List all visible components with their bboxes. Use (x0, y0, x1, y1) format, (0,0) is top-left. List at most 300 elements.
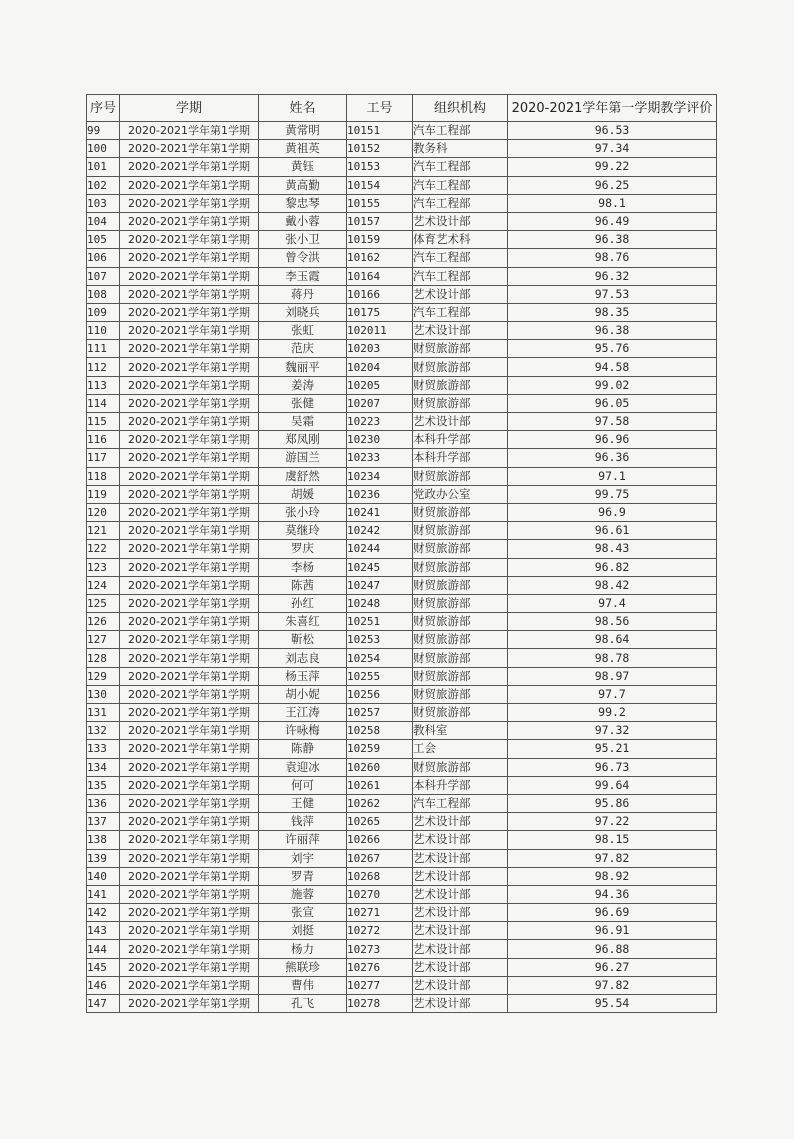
cell-organization: 本科升学部 (413, 431, 508, 449)
table-row (87, 722, 717, 740)
table-row (87, 704, 717, 722)
cell-organization: 汽车工程部 (413, 267, 508, 285)
cell-staff-id: 10153 (347, 158, 413, 176)
cell-staff-id: 10175 (347, 303, 413, 321)
cell-organization: 艺术设计部 (413, 867, 508, 885)
cell-evaluation: 97.58 (508, 413, 717, 431)
cell-staff-id: 10154 (347, 176, 413, 194)
cell-organization: 财贸旅游部 (413, 631, 508, 649)
table-row (87, 503, 717, 521)
cell-organization: 汽车工程部 (413, 158, 508, 176)
cell-term: 2020-2021学年第1学期 (120, 958, 259, 976)
cell-name: 熊联珍 (259, 958, 347, 976)
cell-evaluation: 96.82 (508, 558, 717, 576)
table-row (87, 431, 717, 449)
cell-name: 黄常明 (259, 122, 347, 140)
cell-name: 曹伟 (259, 976, 347, 994)
cell-staff-id: 10273 (347, 940, 413, 958)
cell-term: 2020-2021学年第1学期 (120, 758, 259, 776)
cell-term: 2020-2021学年第1学期 (120, 685, 259, 703)
cell-staff-id: 10234 (347, 467, 413, 485)
cell-name: 刘挺 (259, 922, 347, 940)
cell-staff-id: 10267 (347, 849, 413, 867)
cell-evaluation: 96.9 (508, 503, 717, 521)
table-row (87, 576, 717, 594)
cell-term: 2020-2021学年第1学期 (120, 831, 259, 849)
table-row (87, 358, 717, 376)
cell-seq: 117 (87, 449, 120, 467)
cell-term: 2020-2021学年第1学期 (120, 503, 259, 521)
cell-name: 罗青 (259, 867, 347, 885)
cell-organization: 汽车工程部 (413, 122, 508, 140)
cell-staff-id: 10251 (347, 613, 413, 631)
cell-name: 黄祖英 (259, 140, 347, 158)
table-row (87, 267, 717, 285)
header-name: 姓名 (259, 95, 347, 122)
cell-evaluation: 97.32 (508, 722, 717, 740)
cell-evaluation: 96.05 (508, 394, 717, 412)
cell-evaluation: 99.75 (508, 485, 717, 503)
cell-evaluation: 95.21 (508, 740, 717, 758)
table-row (87, 940, 717, 958)
cell-name: 范庆 (259, 340, 347, 358)
cell-evaluation: 97.82 (508, 849, 717, 867)
cell-name: 李玉霞 (259, 267, 347, 285)
cell-organization: 艺术设计部 (413, 212, 508, 230)
cell-organization: 汽车工程部 (413, 194, 508, 212)
cell-organization: 汽车工程部 (413, 176, 508, 194)
cell-name: 陈茜 (259, 576, 347, 594)
cell-seq: 108 (87, 285, 120, 303)
cell-evaluation: 96.53 (508, 122, 717, 140)
cell-seq: 107 (87, 267, 120, 285)
cell-term: 2020-2021学年第1学期 (120, 867, 259, 885)
cell-organization: 财贸旅游部 (413, 704, 508, 722)
cell-staff-id: 10164 (347, 267, 413, 285)
cell-name: 王江涛 (259, 704, 347, 722)
table-row (87, 867, 717, 885)
cell-name: 胡媛 (259, 485, 347, 503)
cell-term: 2020-2021学年第1学期 (120, 431, 259, 449)
cell-name: 杨力 (259, 940, 347, 958)
cell-staff-id: 10260 (347, 758, 413, 776)
cell-name: 张小玲 (259, 503, 347, 521)
cell-name: 许丽萍 (259, 831, 347, 849)
cell-staff-id: 10258 (347, 722, 413, 740)
cell-staff-id: 10244 (347, 540, 413, 558)
cell-evaluation: 98.78 (508, 649, 717, 667)
cell-name: 魏丽平 (259, 358, 347, 376)
table-row (87, 613, 717, 631)
cell-term: 2020-2021学年第1学期 (120, 140, 259, 158)
cell-staff-id: 10271 (347, 904, 413, 922)
cell-term: 2020-2021学年第1学期 (120, 467, 259, 485)
cell-name: 刘晓兵 (259, 303, 347, 321)
cell-term: 2020-2021学年第1学期 (120, 212, 259, 230)
cell-term: 2020-2021学年第1学期 (120, 649, 259, 667)
cell-evaluation: 98.42 (508, 576, 717, 594)
cell-staff-id: 10152 (347, 140, 413, 158)
cell-name: 施蓉 (259, 885, 347, 903)
cell-seq: 99 (87, 122, 120, 140)
cell-organization: 艺术设计部 (413, 413, 508, 431)
cell-staff-id: 10266 (347, 831, 413, 849)
cell-name: 袁迎冰 (259, 758, 347, 776)
cell-evaluation: 97.7 (508, 685, 717, 703)
table-row (87, 249, 717, 267)
cell-staff-id: 10261 (347, 776, 413, 794)
table-row (87, 976, 717, 994)
cell-staff-id: 10272 (347, 922, 413, 940)
cell-evaluation: 96.38 (508, 322, 717, 340)
cell-name: 何可 (259, 776, 347, 794)
cell-organization: 本科升学部 (413, 776, 508, 794)
cell-organization: 党政办公室 (413, 485, 508, 503)
cell-name: 朱喜红 (259, 613, 347, 631)
cell-organization: 财贸旅游部 (413, 376, 508, 394)
cell-evaluation: 95.86 (508, 794, 717, 812)
cell-evaluation: 96.61 (508, 522, 717, 540)
cell-term: 2020-2021学年第1学期 (120, 376, 259, 394)
cell-organization: 财贸旅游部 (413, 558, 508, 576)
cell-term: 2020-2021学年第1学期 (120, 740, 259, 758)
cell-evaluation: 98.64 (508, 631, 717, 649)
cell-seq: 124 (87, 576, 120, 594)
table-row (87, 831, 717, 849)
cell-seq: 136 (87, 794, 120, 812)
table-row (87, 122, 717, 140)
cell-name: 张健 (259, 394, 347, 412)
cell-evaluation: 95.54 (508, 995, 717, 1013)
cell-staff-id: 10256 (347, 685, 413, 703)
cell-seq: 127 (87, 631, 120, 649)
cell-seq: 140 (87, 867, 120, 885)
cell-seq: 126 (87, 613, 120, 631)
cell-term: 2020-2021学年第1学期 (120, 303, 259, 321)
header-evaluation: 2020-2021学年第一学期教学评价 (508, 95, 717, 122)
table-row (87, 340, 717, 358)
cell-name: 孙红 (259, 594, 347, 612)
cell-name: 莫继玲 (259, 522, 347, 540)
cell-evaluation: 96.73 (508, 758, 717, 776)
cell-name: 黄高勤 (259, 176, 347, 194)
cell-evaluation: 99.64 (508, 776, 717, 794)
cell-evaluation: 99.02 (508, 376, 717, 394)
cell-staff-id: 10253 (347, 631, 413, 649)
cell-staff-id: 10151 (347, 122, 413, 140)
table-row (87, 467, 717, 485)
cell-organization: 汽车工程部 (413, 794, 508, 812)
table-row (87, 922, 717, 940)
cell-evaluation: 96.25 (508, 176, 717, 194)
cell-staff-id: 10270 (347, 885, 413, 903)
cell-term: 2020-2021学年第1学期 (120, 594, 259, 612)
cell-seq: 106 (87, 249, 120, 267)
header-staff-id: 工号 (347, 95, 413, 122)
cell-name: 张虹 (259, 322, 347, 340)
cell-seq: 128 (87, 649, 120, 667)
cell-seq: 130 (87, 685, 120, 703)
cell-staff-id: 10259 (347, 740, 413, 758)
cell-organization: 艺术设计部 (413, 940, 508, 958)
cell-staff-id: 10242 (347, 522, 413, 540)
cell-staff-id: 10278 (347, 995, 413, 1013)
cell-seq: 115 (87, 413, 120, 431)
table-row (87, 449, 717, 467)
cell-evaluation: 98.1 (508, 194, 717, 212)
cell-organization: 工会 (413, 740, 508, 758)
cell-seq: 142 (87, 904, 120, 922)
cell-term: 2020-2021学年第1学期 (120, 885, 259, 903)
cell-seq: 102 (87, 176, 120, 194)
cell-seq: 101 (87, 158, 120, 176)
cell-seq: 147 (87, 995, 120, 1013)
cell-staff-id: 10247 (347, 576, 413, 594)
cell-seq: 120 (87, 503, 120, 521)
cell-seq: 144 (87, 940, 120, 958)
table-row (87, 958, 717, 976)
cell-evaluation: 97.82 (508, 976, 717, 994)
cell-seq: 133 (87, 740, 120, 758)
cell-staff-id: 10159 (347, 231, 413, 249)
cell-organization: 财贸旅游部 (413, 758, 508, 776)
cell-term: 2020-2021学年第1学期 (120, 122, 259, 140)
cell-evaluation: 97.4 (508, 594, 717, 612)
cell-staff-id: 10255 (347, 667, 413, 685)
cell-term: 2020-2021学年第1学期 (120, 522, 259, 540)
cell-organization: 财贸旅游部 (413, 467, 508, 485)
cell-staff-id: 10265 (347, 813, 413, 831)
cell-evaluation: 99.22 (508, 158, 717, 176)
cell-seq: 103 (87, 194, 120, 212)
cell-evaluation: 98.97 (508, 667, 717, 685)
cell-organization: 财贸旅游部 (413, 613, 508, 631)
cell-seq: 146 (87, 976, 120, 994)
cell-seq: 109 (87, 303, 120, 321)
cell-evaluation: 96.96 (508, 431, 717, 449)
cell-organization: 财贸旅游部 (413, 394, 508, 412)
cell-term: 2020-2021学年第1学期 (120, 267, 259, 285)
table-row (87, 885, 717, 903)
cell-organization: 财贸旅游部 (413, 649, 508, 667)
cell-name: 张宣 (259, 904, 347, 922)
cell-staff-id: 10248 (347, 594, 413, 612)
cell-name: 黎忠琴 (259, 194, 347, 212)
cell-seq: 125 (87, 594, 120, 612)
cell-staff-id: 10277 (347, 976, 413, 994)
cell-term: 2020-2021学年第1学期 (120, 358, 259, 376)
cell-term: 2020-2021学年第1学期 (120, 394, 259, 412)
cell-evaluation: 99.2 (508, 704, 717, 722)
table-row (87, 176, 717, 194)
cell-term: 2020-2021学年第1学期 (120, 794, 259, 812)
cell-name: 郑凤刚 (259, 431, 347, 449)
cell-evaluation: 98.56 (508, 613, 717, 631)
cell-term: 2020-2021学年第1学期 (120, 613, 259, 631)
cell-organization: 财贸旅游部 (413, 522, 508, 540)
cell-staff-id: 10207 (347, 394, 413, 412)
cell-organization: 教务科 (413, 140, 508, 158)
cell-term: 2020-2021学年第1学期 (120, 813, 259, 831)
cell-organization: 艺术设计部 (413, 885, 508, 903)
cell-staff-id: 10276 (347, 958, 413, 976)
cell-seq: 139 (87, 849, 120, 867)
table-header (87, 95, 717, 122)
cell-name: 曾令洪 (259, 249, 347, 267)
evaluation-table (86, 94, 717, 1013)
table-row (87, 813, 717, 831)
cell-evaluation: 96.27 (508, 958, 717, 976)
cell-name: 姜涛 (259, 376, 347, 394)
cell-term: 2020-2021学年第1学期 (120, 722, 259, 740)
cell-term: 2020-2021学年第1学期 (120, 904, 259, 922)
cell-organization: 艺术设计部 (413, 831, 508, 849)
cell-name: 戴小蓉 (259, 212, 347, 230)
table-row (87, 322, 717, 340)
cell-name: 钱萍 (259, 813, 347, 831)
cell-organization: 财贸旅游部 (413, 340, 508, 358)
cell-term: 2020-2021学年第1学期 (120, 995, 259, 1013)
cell-term: 2020-2021学年第1学期 (120, 322, 259, 340)
cell-term: 2020-2021学年第1学期 (120, 176, 259, 194)
cell-seq: 121 (87, 522, 120, 540)
table-row (87, 303, 717, 321)
cell-name: 蒋丹 (259, 285, 347, 303)
cell-organization: 财贸旅游部 (413, 503, 508, 521)
cell-evaluation: 96.91 (508, 922, 717, 940)
cell-staff-id: 10155 (347, 194, 413, 212)
table-row (87, 194, 717, 212)
table-row (87, 540, 717, 558)
table-row (87, 758, 717, 776)
cell-term: 2020-2021学年第1学期 (120, 194, 259, 212)
cell-name: 吴霜 (259, 413, 347, 431)
table-row (87, 394, 717, 412)
cell-name: 罗庆 (259, 540, 347, 558)
table-row (87, 212, 717, 230)
cell-organization: 艺术设计部 (413, 904, 508, 922)
cell-seq: 123 (87, 558, 120, 576)
cell-term: 2020-2021学年第1学期 (120, 231, 259, 249)
cell-seq: 119 (87, 485, 120, 503)
cell-term: 2020-2021学年第1学期 (120, 449, 259, 467)
cell-organization: 本科升学部 (413, 449, 508, 467)
table-row (87, 740, 717, 758)
cell-evaluation: 98.35 (508, 303, 717, 321)
cell-seq: 116 (87, 431, 120, 449)
cell-organization: 财贸旅游部 (413, 540, 508, 558)
cell-staff-id: 10166 (347, 285, 413, 303)
cell-organization: 艺术设计部 (413, 995, 508, 1013)
cell-staff-id: 10233 (347, 449, 413, 467)
table-row (87, 685, 717, 703)
cell-evaluation: 96.38 (508, 231, 717, 249)
cell-name: 刘志良 (259, 649, 347, 667)
cell-term: 2020-2021学年第1学期 (120, 667, 259, 685)
cell-evaluation: 97.1 (508, 467, 717, 485)
cell-seq: 118 (87, 467, 120, 485)
cell-name: 刘宇 (259, 849, 347, 867)
cell-seq: 134 (87, 758, 120, 776)
cell-staff-id: 10162 (347, 249, 413, 267)
header-row (87, 95, 717, 122)
cell-staff-id: 10230 (347, 431, 413, 449)
cell-evaluation: 98.92 (508, 867, 717, 885)
cell-seq: 135 (87, 776, 120, 794)
cell-organization: 财贸旅游部 (413, 594, 508, 612)
cell-organization: 汽车工程部 (413, 249, 508, 267)
cell-staff-id: 10204 (347, 358, 413, 376)
cell-organization: 财贸旅游部 (413, 576, 508, 594)
cell-seq: 105 (87, 231, 120, 249)
cell-seq: 113 (87, 376, 120, 394)
cell-organization: 财贸旅游部 (413, 685, 508, 703)
cell-name: 李杨 (259, 558, 347, 576)
table-row (87, 485, 717, 503)
cell-term: 2020-2021学年第1学期 (120, 540, 259, 558)
cell-term: 2020-2021学年第1学期 (120, 976, 259, 994)
cell-term: 2020-2021学年第1学期 (120, 922, 259, 940)
cell-staff-id: 10205 (347, 376, 413, 394)
cell-seq: 122 (87, 540, 120, 558)
table-row (87, 776, 717, 794)
cell-name: 张小卫 (259, 231, 347, 249)
cell-seq: 131 (87, 704, 120, 722)
cell-seq: 141 (87, 885, 120, 903)
cell-staff-id: 10223 (347, 413, 413, 431)
cell-evaluation: 98.43 (508, 540, 717, 558)
cell-term: 2020-2021学年第1学期 (120, 413, 259, 431)
cell-organization: 汽车工程部 (413, 303, 508, 321)
cell-organization: 体育艺术科 (413, 231, 508, 249)
header-organization: 组织机构 (413, 95, 508, 122)
cell-organization: 艺术设计部 (413, 922, 508, 940)
cell-term: 2020-2021学年第1学期 (120, 249, 259, 267)
table-row (87, 285, 717, 303)
cell-staff-id: 10262 (347, 794, 413, 812)
table-row (87, 376, 717, 394)
cell-evaluation: 96.88 (508, 940, 717, 958)
cell-organization: 艺术设计部 (413, 322, 508, 340)
cell-seq: 129 (87, 667, 120, 685)
cell-term: 2020-2021学年第1学期 (120, 576, 259, 594)
cell-term: 2020-2021学年第1学期 (120, 485, 259, 503)
cell-evaluation: 96.49 (508, 212, 717, 230)
cell-term: 2020-2021学年第1学期 (120, 158, 259, 176)
cell-evaluation: 98.15 (508, 831, 717, 849)
cell-evaluation: 97.34 (508, 140, 717, 158)
cell-staff-id: 10257 (347, 704, 413, 722)
cell-seq: 110 (87, 322, 120, 340)
table-row (87, 995, 717, 1013)
cell-term: 2020-2021学年第1学期 (120, 849, 259, 867)
cell-term: 2020-2021学年第1学期 (120, 285, 259, 303)
cell-organization: 财贸旅游部 (413, 358, 508, 376)
table-row (87, 631, 717, 649)
cell-organization: 财贸旅游部 (413, 667, 508, 685)
cell-evaluation: 97.22 (508, 813, 717, 831)
table-row (87, 231, 717, 249)
table-row (87, 904, 717, 922)
table-row (87, 158, 717, 176)
cell-staff-id: 10203 (347, 340, 413, 358)
cell-term: 2020-2021学年第1学期 (120, 940, 259, 958)
table-row (87, 413, 717, 431)
cell-seq: 100 (87, 140, 120, 158)
cell-seq: 145 (87, 958, 120, 976)
cell-name: 杨玉萍 (259, 667, 347, 685)
cell-name: 陈静 (259, 740, 347, 758)
